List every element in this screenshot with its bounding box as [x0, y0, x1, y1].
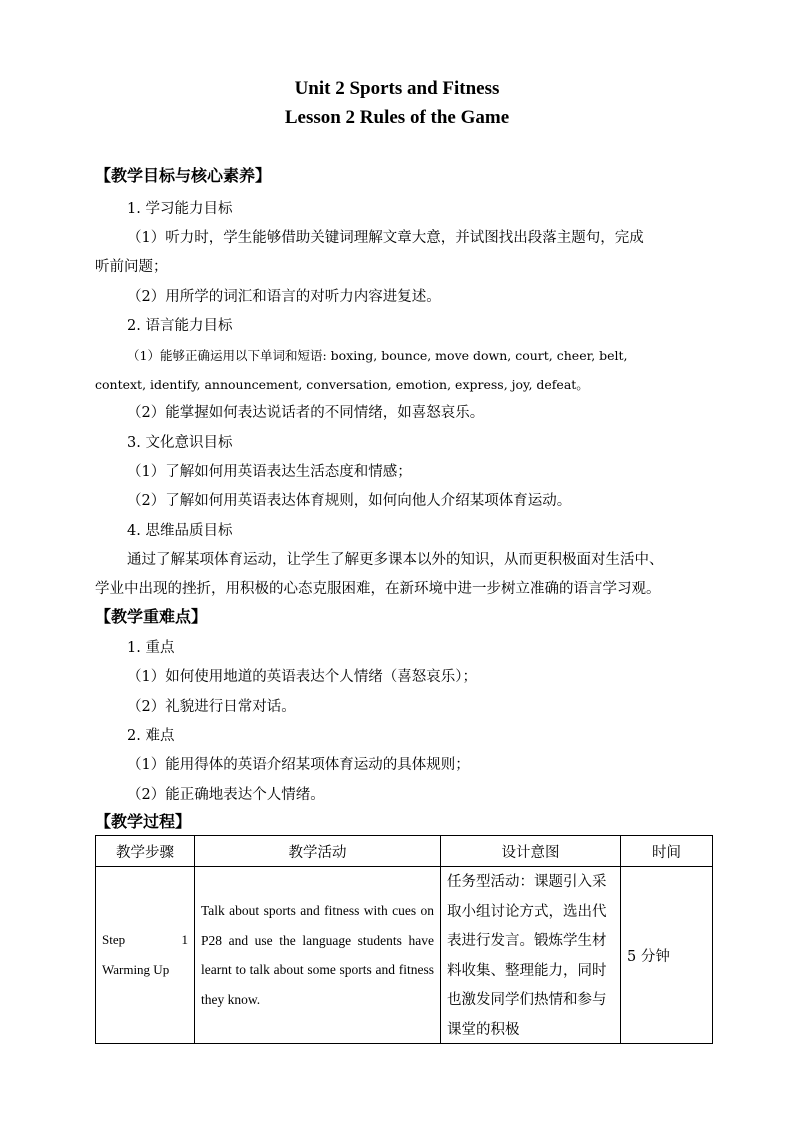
objective-1-item-2: （2）用所学的词汇和语言的对听力内容进复述。	[127, 289, 441, 305]
header-time: 时间	[621, 836, 713, 867]
key-point-2-item-1: （1）能用得体的英语介绍某项体育运动的具体规则；	[127, 757, 470, 773]
key-point-2-heading: 2. 难点	[127, 728, 175, 744]
objective-2-heading: 2. 语言能力目标	[127, 318, 233, 334]
activity-cell: Talk about sports and fitness with cues on P28 and use the language students have learnt to talk about some sports and fitness they know.	[195, 867, 441, 1044]
key-point-1-item-2: （2）礼貌进行日常对话。	[127, 699, 296, 715]
objective-2-item-2: （2）能掌握如何表达说话者的不同情绪，如喜怒哀乐。	[127, 405, 485, 421]
objective-2-item-1-cont: context, identify, announcement, conversation, emotion, express, joy, defeat。	[95, 377, 589, 392]
header-step: 教学步骤	[96, 836, 195, 867]
process-heading: 【教学过程】	[95, 812, 192, 831]
table-row	[96, 867, 713, 1044]
key-point-1-item-1: （1）如何使用地道的英语表达个人情绪（喜怒哀乐）；	[127, 669, 477, 685]
key-point-2-item-2: （2）能正确地表达个人情绪。	[127, 787, 325, 803]
key-point-1-heading: 1. 重点	[127, 640, 175, 656]
objective-4-heading: 4. 思维品质目标	[127, 523, 233, 539]
objective-4-paragraph-cont: 学业中出现的挫折，用积极的心态克服困难，在新环境中进一步树立准确的语言学习观。	[95, 581, 661, 597]
table-header-row	[96, 836, 713, 867]
step-name: Warming Up	[102, 962, 170, 977]
intent-text: 任务型活动：课题引入采取小组讨论方式，选出代表进行发言。锻炼学生材料收集、整理能力，同时也激发同学们热情和参与课堂的积极	[447, 874, 607, 1038]
objective-1-item-1-cont: 听前问题；	[95, 259, 168, 275]
objective-2-item-1: （1）能够正确运用以下单词和短语: boxing, bounce, move down, court, cheer, belt,	[127, 348, 628, 363]
lesson-title: Lesson 2 Rules of the Game	[284, 107, 510, 128]
objective-1-item-1: （1）听力时，学生能够借助关键词理解文章大意，并试图找出段落主题句，完成	[127, 230, 644, 246]
objective-4-paragraph: 通过了解某项体育运动，让学生了解更多课本以外的知识，从而更积极面对生活中、	[127, 552, 664, 568]
objective-1-heading: 1. 学习能力目标	[127, 201, 233, 217]
header-activity: 教学活动	[195, 836, 441, 867]
process-table	[95, 835, 713, 1044]
key-points-heading: 【教学重难点】	[95, 607, 208, 626]
intent-cell	[441, 867, 621, 1044]
header-intent: 设计意图	[441, 836, 621, 867]
objective-3-item-2: （2）了解如何用英语表达体育规则，如何向他人介绍某项体育运动。	[127, 493, 572, 509]
step-number: 1	[181, 932, 188, 947]
step-word: Step	[102, 932, 126, 947]
step-cell	[96, 867, 195, 1044]
objective-3-heading: 3. 文化意识目标	[127, 435, 233, 451]
objective-3-item-1: （1）了解如何用英语表达生活态度和情感；	[127, 464, 412, 480]
objectives-heading: 【教学目标与核心素养】	[95, 166, 272, 185]
time-cell: 5 分钟	[621, 867, 713, 1044]
unit-title: Unit 2 Sports and Fitness	[294, 78, 500, 99]
